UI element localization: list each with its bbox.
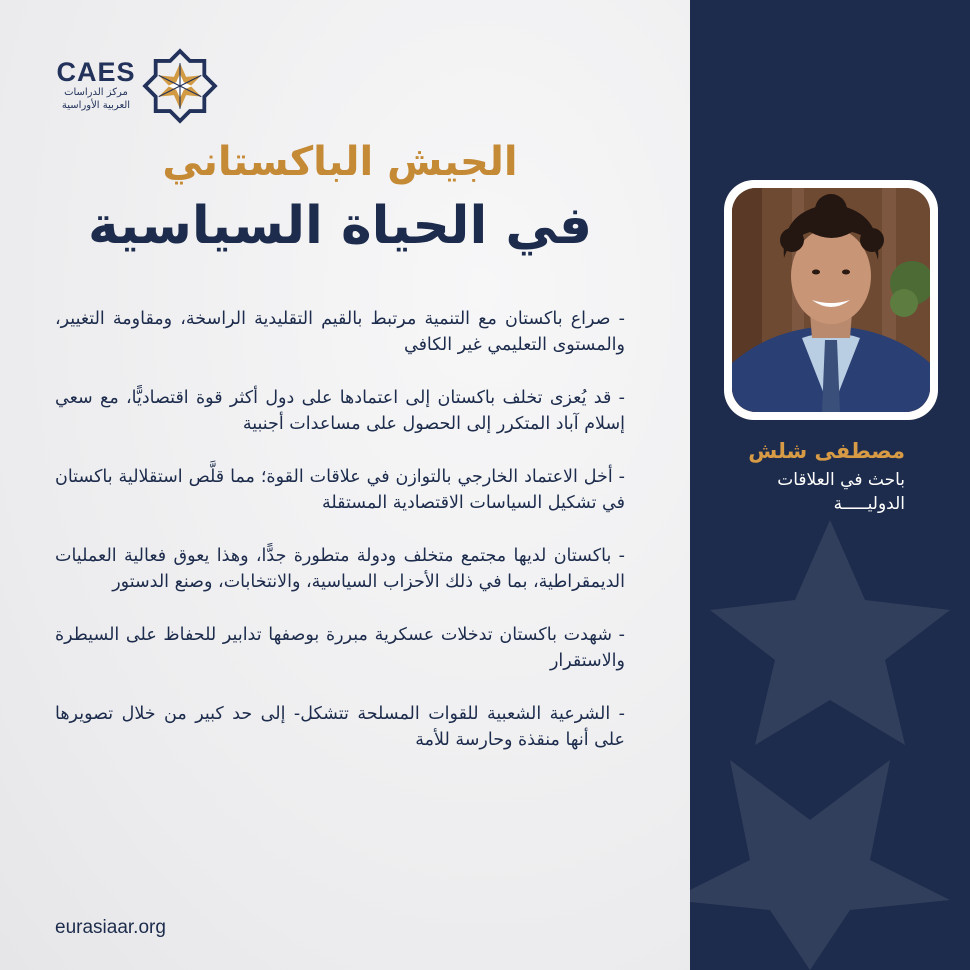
- author-portrait-icon: [732, 188, 930, 412]
- author-role-line1: باحث في العلاقات: [777, 470, 905, 490]
- key-point: - باكستان لديها مجتمع متخلف ودولة متطورة جدًّا، وهذا يعوق فعالية العمليات الديمقراطية، بما في ذلك الأحزاب السياسية، والانتخابات، وصنع الدستور: [55, 546, 625, 592]
- key-points-list: [55, 306, 625, 780]
- author-photo-frame: [724, 180, 938, 420]
- logo-name-line2: العربية الأوراسية: [61, 100, 131, 111]
- author-name: مصطفى شلش: [748, 439, 905, 463]
- key-point: - صراع باكستان مع التنمية مرتبط بالقيم التقليدية الراسخة، ومقاومة التغيير، والمستوى التعليمي غير الكافي: [55, 309, 625, 355]
- title-line-2: في الحياة السياسية: [87, 196, 593, 256]
- author-photo: [732, 188, 930, 412]
- website-url[interactable]: eurasiaar.org: [55, 917, 166, 938]
- key-point: - أخل الاعتماد الخارجي بالتوازن في علاقات القوة؛ مما قلَّص استقلالية باكستان في تشكيل السياسات الاقتصادية المستقلة: [55, 467, 625, 513]
- author-role: [700, 468, 905, 516]
- key-point: - قد يُعزى تخلف باكستان إلى اعتمادها على دول أكثر قوة اقتصاديًّا، مع سعي إسلام آباد المتكرر إلى الحصول على مساعدات أجنبية: [55, 388, 625, 434]
- logo-name-line1: مركز الدراسات: [64, 87, 128, 98]
- logo-abbreviation: CAES: [56, 57, 136, 87]
- logo-text: [52, 58, 140, 112]
- key-point: - شهدت باكستان تدخلات عسكرية مبررة بوصفها تدابير للحفاظ على السيطرة والاستقرار: [55, 625, 625, 671]
- author-role-line2: الدوليـــــة: [833, 494, 905, 514]
- key-point: - الشرعية الشعبية للقوات المسلحة تتشكل- إلى حد كبير من خلال تصويرها على أنها منقذة وحارسة للأمة: [55, 704, 625, 750]
- star-octagon-logo-icon: [142, 48, 218, 124]
- caes-logo: [52, 48, 222, 128]
- title-line-1: الجيش الباكستاني: [162, 139, 518, 185]
